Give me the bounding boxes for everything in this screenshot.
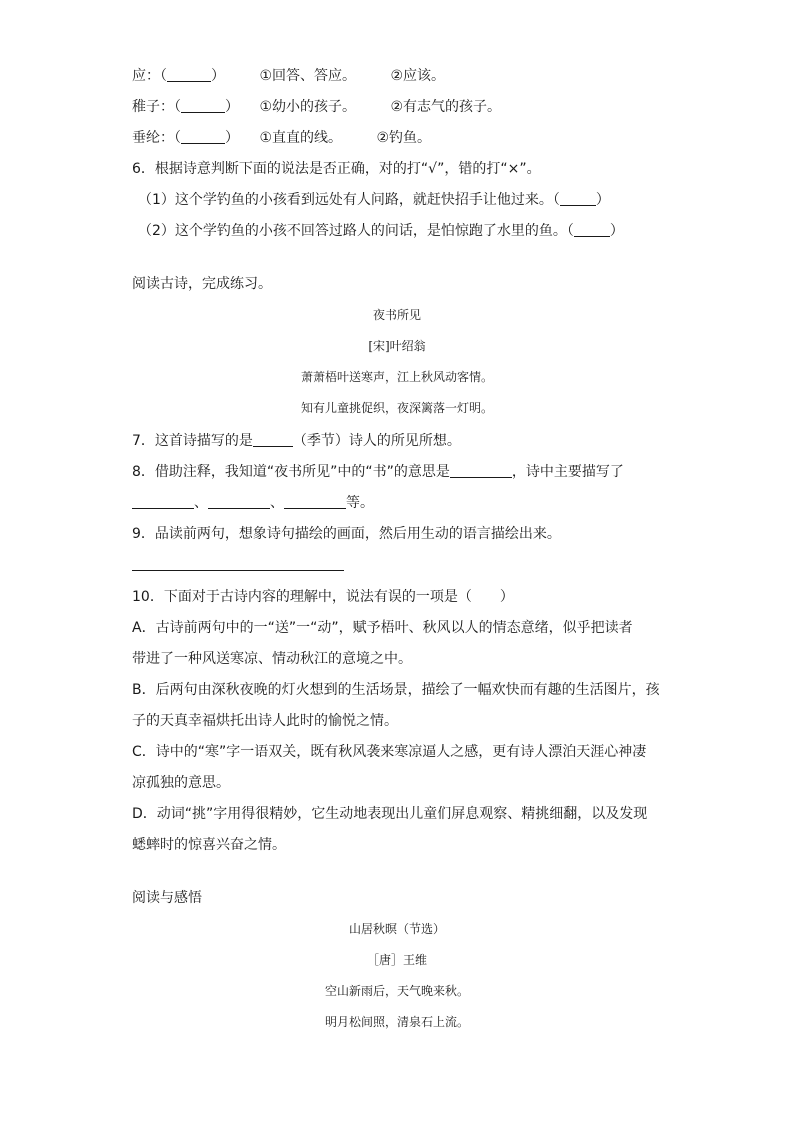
section-heading: 阅读古诗，完成练习。: [132, 276, 272, 292]
vocab-word: 垂纶：（: [132, 130, 181, 146]
vocab-word: 稚子：（: [132, 99, 181, 115]
vocab-option: ②应该。: [390, 68, 446, 84]
answer-blank[interactable]: [208, 494, 270, 509]
poem-author: [宋]叶绍翁: [368, 339, 426, 353]
option-d-continued: 蟋蟀时的惊喜兴奋之情。: [132, 837, 286, 853]
answer-blank[interactable]: [132, 494, 194, 509]
option-b-continued: 子的天真幸福烘托出诗人此时的愉悦之情。: [132, 713, 398, 729]
option-a: A．古诗前两句中的一“送”一“动”，赋予梧叶、秋风以人的情态意绪，似乎把读者: [132, 620, 633, 636]
question-6-stem: 6．根据诗意判断下面的说法是否正确，对的打“√”，错的打“×”。: [132, 161, 541, 177]
answer-blank[interactable]: [167, 67, 211, 82]
answer-blank[interactable]: [181, 98, 225, 113]
vocab-option: ①回答、答应。: [259, 68, 357, 84]
vocab-row: 垂纶：（ ） ①直直的线。 ②钓鱼。: [132, 130, 432, 146]
answer-blank[interactable]: [560, 191, 596, 206]
poem-line: 空山新雨后，天气晚来秋。: [324, 984, 469, 998]
vocab-option: ②有志气的孩子。: [390, 99, 502, 115]
vocab-word: 应：（: [132, 68, 167, 84]
question-6-statement-1: （1）这个学钓鱼的小孩看到远处有人问路，就赶快招手让他过来。（ ）: [138, 192, 610, 208]
question-8-continued: 、 、 等。: [132, 493, 374, 513]
option-b: B．后两句由深秋夜晚的灯火想到的生活场景，描绘了一幅欢快而有趣的生活图片，孩: [132, 682, 660, 698]
vocab-option: ①直直的线。: [259, 130, 343, 146]
poem-title: 夜书所见: [372, 308, 421, 322]
vocab-option: ①幼小的孩子。: [259, 99, 357, 115]
option-c-continued: 凉孤独的意思。: [132, 775, 230, 791]
answer-blank[interactable]: [253, 432, 293, 447]
option-c: C．诗中的“寒”字一语双关，既有秋风袭来寒凉逼人之感，更有诗人漂泊天涯心神凄: [132, 744, 647, 760]
answer-blank[interactable]: [181, 129, 225, 144]
option-d: D．动词“挑”字用得很精妙，它生动地表现出儿童们屏息观察、精挑细翻，以及发现: [132, 806, 648, 822]
section-heading: 阅读与感悟: [132, 890, 202, 906]
option-a-continued: 带进了一种风送寒凉、情动秋江的意境之中。: [132, 651, 412, 667]
question-6-statement-2: （2）这个学钓鱼的小孩不回答过路人的问话，是怕惊跑了水里的鱼。（ ）: [138, 223, 624, 239]
answer-blank[interactable]: [450, 463, 512, 478]
poem-line: 知有儿童挑促织，夜深篱落一灯明。: [300, 401, 493, 415]
poem-line: 萧萧梧叶送寒声，江上秋风动客情。: [300, 370, 493, 384]
poem-author: ［唐］王维: [366, 953, 427, 967]
question-8: 8．借助注释，我知道“夜书所见”中的“书”的意思是 ，诗中主要描写了: [132, 464, 624, 480]
answer-blank[interactable]: [284, 494, 346, 509]
answer-line[interactable]: [132, 570, 344, 571]
poem-line: 明月松间照，清泉石上流。: [324, 1015, 469, 1029]
poem-title: 山居秋暝（节选）: [348, 922, 445, 936]
vocab-row: 应：（ ） ①回答、答应。 ②应该。: [132, 68, 446, 84]
answer-blank[interactable]: [574, 222, 610, 237]
question-9: 9．品读前两句，想象诗句描绘的画面，然后用生动的语言描绘出来。: [132, 526, 561, 542]
vocab-option: ②钓鱼。: [376, 130, 432, 146]
question-7: 7．这首诗描写的是 （季节）诗人的所见所想。: [132, 433, 461, 449]
vocab-row: 稚子：（ ） ①幼小的孩子。 ②有志气的孩子。: [132, 99, 502, 115]
question-10-stem: 10．下面对于古诗内容的理解中，说法有误的一项是（ ）: [132, 589, 514, 605]
